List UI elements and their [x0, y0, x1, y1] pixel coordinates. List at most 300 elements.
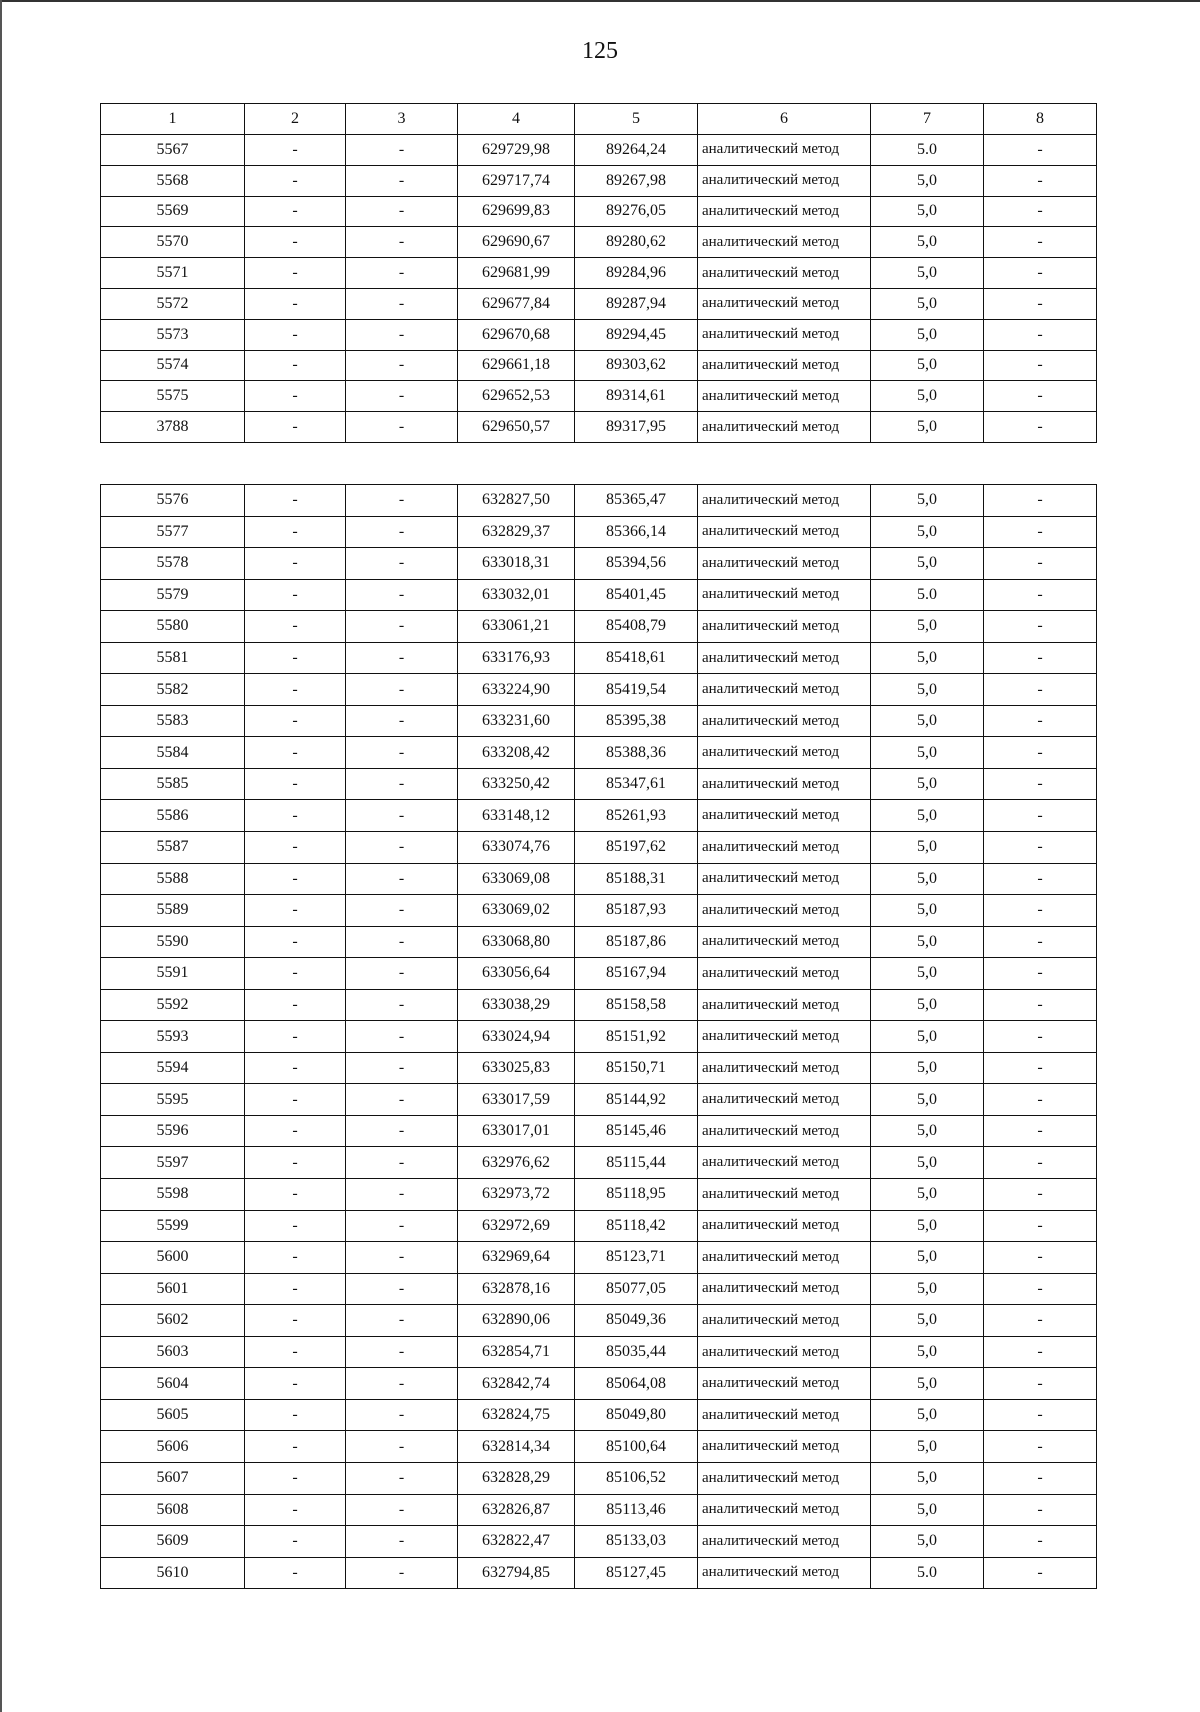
- table-row: [101, 548, 1097, 580]
- table-row: [101, 579, 1097, 611]
- column-3-cell: -: [346, 1179, 458, 1211]
- y-coordinate-cell: 85100,64: [575, 1431, 698, 1463]
- point-number-cell: 5592: [101, 989, 245, 1021]
- table-row: [101, 768, 1097, 800]
- column-2-cell: -: [245, 165, 346, 196]
- point-number-cell: 5586: [101, 800, 245, 832]
- column-3-cell: -: [346, 642, 458, 674]
- table-row: [101, 485, 1097, 517]
- column-2-cell: -: [245, 1147, 346, 1179]
- column-8-cell: -: [984, 1557, 1097, 1589]
- x-coordinate-cell: 632972,69: [458, 1210, 575, 1242]
- column-8-cell: -: [984, 1084, 1097, 1116]
- accuracy-cell: 5,0: [871, 1368, 984, 1400]
- accuracy-cell: 5,0: [871, 165, 984, 196]
- y-coordinate-cell: 85187,93: [575, 895, 698, 927]
- table-row: [101, 1462, 1097, 1494]
- x-coordinate-cell: 633074,76: [458, 832, 575, 864]
- column-8-cell: -: [984, 1273, 1097, 1305]
- column-2-cell: -: [245, 989, 346, 1021]
- x-coordinate-cell: 633025,83: [458, 1052, 575, 1084]
- header-cell: 1: [101, 104, 245, 135]
- column-8-cell: -: [984, 1494, 1097, 1526]
- accuracy-cell: 5,0: [871, 1399, 984, 1431]
- method-cell: аналитический метод: [698, 548, 871, 580]
- x-coordinate-cell: 633018,31: [458, 548, 575, 580]
- column-3-cell: -: [346, 288, 458, 319]
- column-2-cell: -: [245, 1115, 346, 1147]
- column-8-cell: -: [984, 485, 1097, 517]
- table-row: [101, 516, 1097, 548]
- column-8-cell: -: [984, 227, 1097, 258]
- column-8-cell: -: [984, 579, 1097, 611]
- accuracy-cell: 5,0: [871, 958, 984, 990]
- table-row: [101, 989, 1097, 1021]
- column-3-cell: -: [346, 1462, 458, 1494]
- accuracy-cell: 5,0: [871, 350, 984, 381]
- coordinates-table-2: [100, 484, 1097, 1589]
- point-number-cell: 5608: [101, 1494, 245, 1526]
- method-cell: аналитический метод: [698, 1494, 871, 1526]
- column-2-cell: -: [245, 1557, 346, 1589]
- column-3-cell: -: [346, 958, 458, 990]
- table-row: [101, 1494, 1097, 1526]
- column-8-cell: -: [984, 165, 1097, 196]
- y-coordinate-cell: 85151,92: [575, 1021, 698, 1053]
- column-2-cell: -: [245, 642, 346, 674]
- table-row: [101, 1242, 1097, 1274]
- point-number-cell: 5587: [101, 832, 245, 864]
- method-cell: аналитический метод: [698, 1399, 871, 1431]
- point-number-cell: 5571: [101, 258, 245, 289]
- point-number-cell: 5577: [101, 516, 245, 548]
- column-8-cell: -: [984, 800, 1097, 832]
- column-3-cell: -: [346, 1431, 458, 1463]
- column-3-cell: -: [346, 1021, 458, 1053]
- table-row: [101, 1431, 1097, 1463]
- column-3-cell: -: [346, 579, 458, 611]
- y-coordinate-cell: 89314,61: [575, 381, 698, 412]
- x-coordinate-cell: 633024,94: [458, 1021, 575, 1053]
- column-8-cell: -: [984, 516, 1097, 548]
- column-3-cell: -: [346, 611, 458, 643]
- column-3-cell: -: [346, 1210, 458, 1242]
- column-3-cell: -: [346, 1368, 458, 1400]
- column-3-cell: -: [346, 863, 458, 895]
- column-8-cell: -: [984, 1147, 1097, 1179]
- table-row: [101, 165, 1097, 196]
- column-3-cell: -: [346, 548, 458, 580]
- column-2-cell: -: [245, 895, 346, 927]
- point-number-cell: 5602: [101, 1305, 245, 1337]
- y-coordinate-cell: 85197,62: [575, 832, 698, 864]
- column-3-cell: -: [346, 674, 458, 706]
- column-8-cell: -: [984, 1462, 1097, 1494]
- method-cell: аналитический метод: [698, 958, 871, 990]
- point-number-cell: 5588: [101, 863, 245, 895]
- x-coordinate-cell: 629661,18: [458, 350, 575, 381]
- point-number-cell: 5593: [101, 1021, 245, 1053]
- point-number-cell: 5595: [101, 1084, 245, 1116]
- column-3-cell: -: [346, 258, 458, 289]
- point-number-cell: 5600: [101, 1242, 245, 1274]
- method-cell: аналитический метод: [698, 1021, 871, 1053]
- y-coordinate-cell: 85077,05: [575, 1273, 698, 1305]
- method-cell: аналитический метод: [698, 135, 871, 166]
- column-3-cell: -: [346, 1399, 458, 1431]
- y-coordinate-cell: 89267,98: [575, 165, 698, 196]
- x-coordinate-cell: 629652,53: [458, 381, 575, 412]
- y-coordinate-cell: 89303,62: [575, 350, 698, 381]
- column-3-cell: -: [346, 1494, 458, 1526]
- header-cell: 8: [984, 104, 1097, 135]
- page-edge-top: [0, 0, 1200, 2]
- table-row: [101, 1526, 1097, 1558]
- column-2-cell: -: [245, 548, 346, 580]
- table-row: [101, 1305, 1097, 1337]
- column-8-cell: -: [984, 989, 1097, 1021]
- x-coordinate-cell: 632976,62: [458, 1147, 575, 1179]
- point-number-cell: 5572: [101, 288, 245, 319]
- method-cell: аналитический метод: [698, 1368, 871, 1400]
- table-row: [101, 1179, 1097, 1211]
- column-8-cell: -: [984, 196, 1097, 227]
- accuracy-cell: 5,0: [871, 548, 984, 580]
- column-2-cell: -: [245, 1494, 346, 1526]
- accuracy-cell: 5,0: [871, 1084, 984, 1116]
- y-coordinate-cell: 85133,03: [575, 1526, 698, 1558]
- point-number-cell: 5610: [101, 1557, 245, 1589]
- column-3-cell: -: [346, 196, 458, 227]
- method-cell: аналитический метод: [698, 705, 871, 737]
- column-2-cell: -: [245, 1462, 346, 1494]
- x-coordinate-cell: 633250,42: [458, 768, 575, 800]
- x-coordinate-cell: 629717,74: [458, 165, 575, 196]
- accuracy-cell: 5,0: [871, 319, 984, 350]
- column-8-cell: -: [984, 350, 1097, 381]
- column-8-cell: -: [984, 288, 1097, 319]
- x-coordinate-cell: 633017,01: [458, 1115, 575, 1147]
- column-3-cell: -: [346, 381, 458, 412]
- column-3-cell: -: [346, 705, 458, 737]
- column-2-cell: -: [245, 516, 346, 548]
- column-3-cell: -: [346, 1115, 458, 1147]
- accuracy-cell: 5,0: [871, 196, 984, 227]
- column-8-cell: -: [984, 1305, 1097, 1337]
- method-cell: аналитический метод: [698, 768, 871, 800]
- x-coordinate-cell: 632878,16: [458, 1273, 575, 1305]
- accuracy-cell: 5,0: [871, 737, 984, 769]
- method-cell: аналитический метод: [698, 1462, 871, 1494]
- y-coordinate-cell: 85115,44: [575, 1147, 698, 1179]
- x-coordinate-cell: 632826,87: [458, 1494, 575, 1526]
- column-2-cell: -: [245, 1052, 346, 1084]
- table-row: [101, 1557, 1097, 1589]
- column-2-cell: -: [245, 737, 346, 769]
- point-number-cell: 5568: [101, 165, 245, 196]
- y-coordinate-cell: 85388,36: [575, 737, 698, 769]
- method-cell: аналитический метод: [698, 926, 871, 958]
- method-cell: аналитический метод: [698, 1557, 871, 1589]
- x-coordinate-cell: 629729,98: [458, 135, 575, 166]
- y-coordinate-cell: 85401,45: [575, 579, 698, 611]
- y-coordinate-cell: 85187,86: [575, 926, 698, 958]
- x-coordinate-cell: 633032,01: [458, 579, 575, 611]
- accuracy-cell: 5,0: [871, 381, 984, 412]
- point-number-cell: 5585: [101, 768, 245, 800]
- table-row: [101, 350, 1097, 381]
- column-8-cell: -: [984, 1210, 1097, 1242]
- column-3-cell: -: [346, 1273, 458, 1305]
- y-coordinate-cell: 85365,47: [575, 485, 698, 517]
- x-coordinate-cell: 633061,21: [458, 611, 575, 643]
- column-2-cell: -: [245, 1210, 346, 1242]
- table-row: [101, 958, 1097, 990]
- column-2-cell: -: [245, 1084, 346, 1116]
- point-number-cell: 5576: [101, 485, 245, 517]
- y-coordinate-cell: 85118,42: [575, 1210, 698, 1242]
- method-cell: аналитический метод: [698, 196, 871, 227]
- y-coordinate-cell: 85064,08: [575, 1368, 698, 1400]
- accuracy-cell: 5,0: [871, 1462, 984, 1494]
- table-row: [101, 1273, 1097, 1305]
- table-row: [101, 135, 1097, 166]
- point-number-cell: 5579: [101, 579, 245, 611]
- x-coordinate-cell: 632827,50: [458, 485, 575, 517]
- x-coordinate-cell: 632842,74: [458, 1368, 575, 1400]
- y-coordinate-cell: 85127,45: [575, 1557, 698, 1589]
- method-cell: аналитический метод: [698, 516, 871, 548]
- method-cell: аналитический метод: [698, 288, 871, 319]
- accuracy-cell: 5,0: [871, 1273, 984, 1305]
- accuracy-cell: 5,0: [871, 705, 984, 737]
- x-coordinate-cell: 629681,99: [458, 258, 575, 289]
- accuracy-cell: 5,0: [871, 485, 984, 517]
- column-2-cell: -: [245, 579, 346, 611]
- method-cell: аналитический метод: [698, 350, 871, 381]
- x-coordinate-cell: 633017,59: [458, 1084, 575, 1116]
- column-3-cell: -: [346, 895, 458, 927]
- column-2-cell: -: [245, 1399, 346, 1431]
- method-cell: аналитический метод: [698, 674, 871, 706]
- y-coordinate-cell: 85150,71: [575, 1052, 698, 1084]
- column-8-cell: -: [984, 926, 1097, 958]
- column-2-cell: -: [245, 319, 346, 350]
- point-number-cell: 5597: [101, 1147, 245, 1179]
- method-cell: аналитический метод: [698, 832, 871, 864]
- accuracy-cell: 5,0: [871, 832, 984, 864]
- column-3-cell: -: [346, 989, 458, 1021]
- method-cell: аналитический метод: [698, 227, 871, 258]
- x-coordinate-cell: 629670,68: [458, 319, 575, 350]
- column-2-cell: -: [245, 1431, 346, 1463]
- column-2-cell: -: [245, 1021, 346, 1053]
- table-row: [101, 1210, 1097, 1242]
- point-number-cell: 5575: [101, 381, 245, 412]
- y-coordinate-cell: 85049,36: [575, 1305, 698, 1337]
- x-coordinate-cell: 633148,12: [458, 800, 575, 832]
- accuracy-cell: 5,0: [871, 516, 984, 548]
- table-row: [101, 1368, 1097, 1400]
- column-2-cell: -: [245, 832, 346, 864]
- point-number-cell: 5578: [101, 548, 245, 580]
- accuracy-cell: 5,0: [871, 800, 984, 832]
- table-row: [101, 1147, 1097, 1179]
- column-8-cell: -: [984, 1336, 1097, 1368]
- column-3-cell: -: [346, 165, 458, 196]
- point-number-cell: 5609: [101, 1526, 245, 1558]
- x-coordinate-cell: 632829,37: [458, 516, 575, 548]
- column-2-cell: -: [245, 485, 346, 517]
- x-coordinate-cell: 629650,57: [458, 412, 575, 443]
- column-3-cell: -: [346, 1305, 458, 1337]
- x-coordinate-cell: 632890,06: [458, 1305, 575, 1337]
- x-coordinate-cell: 633224,90: [458, 674, 575, 706]
- column-8-cell: -: [984, 958, 1097, 990]
- accuracy-cell: 5,0: [871, 674, 984, 706]
- column-8-cell: -: [984, 381, 1097, 412]
- accuracy-cell: 5,0: [871, 1021, 984, 1053]
- point-number-cell: 5584: [101, 737, 245, 769]
- point-number-cell: 5601: [101, 1273, 245, 1305]
- method-cell: аналитический метод: [698, 412, 871, 443]
- x-coordinate-cell: 633069,08: [458, 863, 575, 895]
- x-coordinate-cell: 632814,34: [458, 1431, 575, 1463]
- accuracy-cell: 5,0: [871, 227, 984, 258]
- point-number-cell: 5580: [101, 611, 245, 643]
- column-8-cell: -: [984, 1021, 1097, 1053]
- column-2-cell: -: [245, 611, 346, 643]
- column-2-cell: -: [245, 135, 346, 166]
- table-row: [101, 611, 1097, 643]
- method-cell: аналитический метод: [698, 165, 871, 196]
- coordinates-table-1: [100, 103, 1097, 443]
- accuracy-cell: 5,0: [871, 989, 984, 1021]
- column-2-cell: -: [245, 227, 346, 258]
- table-row: [101, 895, 1097, 927]
- method-cell: аналитический метод: [698, 800, 871, 832]
- accuracy-cell: 5,0: [871, 1242, 984, 1274]
- table-row: [101, 705, 1097, 737]
- y-coordinate-cell: 89294,45: [575, 319, 698, 350]
- column-8-cell: -: [984, 863, 1097, 895]
- table-row: [101, 1084, 1097, 1116]
- x-coordinate-cell: 632794,85: [458, 1557, 575, 1589]
- y-coordinate-cell: 85395,38: [575, 705, 698, 737]
- table-row: [101, 832, 1097, 864]
- y-coordinate-cell: 89264,24: [575, 135, 698, 166]
- method-cell: аналитический метод: [698, 989, 871, 1021]
- method-cell: аналитический метод: [698, 611, 871, 643]
- column-2-cell: -: [245, 705, 346, 737]
- column-3-cell: -: [346, 1557, 458, 1589]
- point-number-cell: 5606: [101, 1431, 245, 1463]
- column-2-cell: -: [245, 412, 346, 443]
- column-3-cell: -: [346, 412, 458, 443]
- method-cell: аналитический метод: [698, 1273, 871, 1305]
- y-coordinate-cell: 89287,94: [575, 288, 698, 319]
- y-coordinate-cell: 89284,96: [575, 258, 698, 289]
- x-coordinate-cell: 632824,75: [458, 1399, 575, 1431]
- y-coordinate-cell: 85366,14: [575, 516, 698, 548]
- column-8-cell: -: [984, 1368, 1097, 1400]
- accuracy-cell: 5,0: [871, 288, 984, 319]
- x-coordinate-cell: 633176,93: [458, 642, 575, 674]
- column-2-cell: -: [245, 800, 346, 832]
- method-cell: аналитический метод: [698, 485, 871, 517]
- point-number-cell: 5573: [101, 319, 245, 350]
- accuracy-cell: 5,0: [871, 863, 984, 895]
- y-coordinate-cell: 85035,44: [575, 1336, 698, 1368]
- column-3-cell: -: [346, 319, 458, 350]
- y-coordinate-cell: 85049,80: [575, 1399, 698, 1431]
- column-8-cell: -: [984, 1179, 1097, 1211]
- point-number-cell: 5596: [101, 1115, 245, 1147]
- method-cell: аналитический метод: [698, 1147, 871, 1179]
- accuracy-cell: 5,0: [871, 1147, 984, 1179]
- y-coordinate-cell: 85118,95: [575, 1179, 698, 1211]
- x-coordinate-cell: 633056,64: [458, 958, 575, 990]
- table-row: [101, 1021, 1097, 1053]
- accuracy-cell: 5,0: [871, 1336, 984, 1368]
- table-row: [101, 1336, 1097, 1368]
- accuracy-cell: 5.0: [871, 579, 984, 611]
- column-8-cell: -: [984, 1431, 1097, 1463]
- y-coordinate-cell: 85408,79: [575, 611, 698, 643]
- point-number-cell: 5570: [101, 227, 245, 258]
- column-2-cell: -: [245, 288, 346, 319]
- column-3-cell: -: [346, 1526, 458, 1558]
- point-number-cell: 5605: [101, 1399, 245, 1431]
- table-row: [101, 258, 1097, 289]
- column-8-cell: -: [984, 1052, 1097, 1084]
- accuracy-cell: 5,0: [871, 895, 984, 927]
- method-cell: аналитический метод: [698, 737, 871, 769]
- point-number-cell: 5582: [101, 674, 245, 706]
- y-coordinate-cell: 85347,61: [575, 768, 698, 800]
- column-3-cell: -: [346, 768, 458, 800]
- point-number-cell: 5604: [101, 1368, 245, 1400]
- method-cell: аналитический метод: [698, 258, 871, 289]
- column-8-cell: -: [984, 258, 1097, 289]
- page-edge-left: [0, 0, 2, 1712]
- column-3-cell: -: [346, 1242, 458, 1274]
- column-2-cell: -: [245, 1526, 346, 1558]
- column-8-cell: -: [984, 1115, 1097, 1147]
- x-coordinate-cell: 629699,83: [458, 196, 575, 227]
- table-row: [101, 642, 1097, 674]
- header-cell: 3: [346, 104, 458, 135]
- table-row: [101, 800, 1097, 832]
- y-coordinate-cell: 85418,61: [575, 642, 698, 674]
- y-coordinate-cell: 85145,46: [575, 1115, 698, 1147]
- x-coordinate-cell: 632854,71: [458, 1336, 575, 1368]
- column-3-cell: -: [346, 800, 458, 832]
- x-coordinate-cell: 633038,29: [458, 989, 575, 1021]
- table-row: [101, 737, 1097, 769]
- y-coordinate-cell: 85261,93: [575, 800, 698, 832]
- y-coordinate-cell: 85123,71: [575, 1242, 698, 1274]
- y-coordinate-cell: 85113,46: [575, 1494, 698, 1526]
- column-2-cell: -: [245, 1179, 346, 1211]
- method-cell: аналитический метод: [698, 1115, 871, 1147]
- point-number-cell: 5599: [101, 1210, 245, 1242]
- point-number-cell: 5589: [101, 895, 245, 927]
- method-cell: аналитический метод: [698, 1210, 871, 1242]
- method-cell: аналитический метод: [698, 1084, 871, 1116]
- x-coordinate-cell: 632969,64: [458, 1242, 575, 1274]
- y-coordinate-cell: 89317,95: [575, 412, 698, 443]
